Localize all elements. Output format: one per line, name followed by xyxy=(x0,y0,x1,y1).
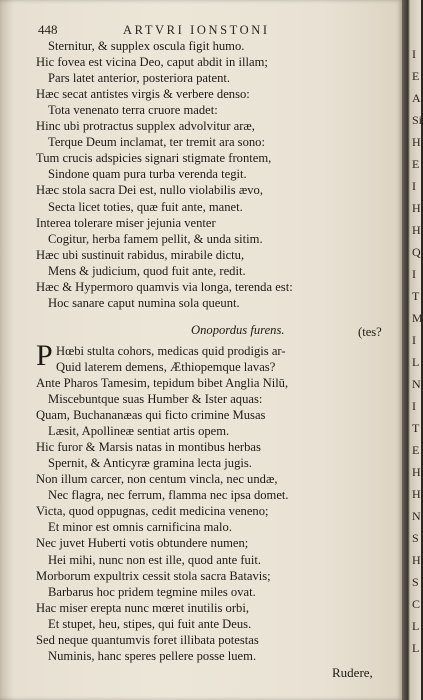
verse-line: Cogitur, herba famem pellit, & unda sitim. xyxy=(48,231,263,246)
facing-page-letter: L xyxy=(412,641,420,655)
verse-line: Secta licet toties, quæ fuit ante, manet. xyxy=(48,199,243,214)
verse-line: Hac miser erepta nunc mœret inutilis orbi, xyxy=(36,600,249,615)
facing-page-letter: H xyxy=(412,223,421,237)
facing-page-letter: C xyxy=(412,597,421,611)
facing-page-letter: I xyxy=(412,333,416,347)
section-title: Onopordus furens. xyxy=(191,322,285,337)
verse-line: Hæc & Hypermoro quamvis via longa, terenda est: xyxy=(36,279,293,294)
verse-line: Ante Pharos Tamesim, tepidum bibet Anglia Nilū, xyxy=(36,375,289,390)
facing-page-letter: T xyxy=(412,289,420,303)
verse-line: Et stupet, heu, stipes, qui fuit ante Deus. xyxy=(48,616,252,631)
facing-page-letter: N xyxy=(412,509,421,523)
verse-line: Hinc ubi protractus supplex advolvitur aræ, xyxy=(36,119,255,134)
facing-page-letter: E xyxy=(412,69,420,83)
catchword: Rudere, xyxy=(332,664,373,680)
facing-page-letter: M xyxy=(412,311,423,325)
verse-line: Numinis, hanc speres pellere posse luem. xyxy=(48,648,257,663)
verse-line: Sternitur, & supplex oscula figit humo. xyxy=(48,39,245,53)
facing-page-letter: E xyxy=(412,157,420,171)
verse-line: Hei mihi, nunc non est ille, quod ante fuit. xyxy=(48,552,262,567)
verse-line: Hic fovea est vicina Deo, caput abdit in illam; xyxy=(36,55,268,70)
facing-page-letter: E xyxy=(412,443,420,457)
facing-page-letter: H xyxy=(412,201,421,215)
facing-page-letter: I xyxy=(412,47,416,61)
verse-line: Miscebuntque suas Humber & Ister aquas: xyxy=(48,392,263,406)
verse-line: Terque Deum inclamat, ter tremit ara sono: xyxy=(48,135,265,150)
facing-page-letter: N xyxy=(412,377,421,391)
verse-line: Quid laterem demens, Æthiopemque lavas? xyxy=(56,359,276,374)
facing-page-letter: I xyxy=(412,267,416,281)
verse-line: Barbarus hoc pridem tegmine miles ovat. xyxy=(48,584,256,599)
verse-line: Tota venenato terra cruore madet: xyxy=(48,103,218,118)
page-number: 448 xyxy=(38,22,58,37)
facing-page-letter: H xyxy=(412,487,421,501)
facing-page-letter: H xyxy=(412,465,421,479)
verse-line: Non illum carcer, non centum vincla, nec undæ, xyxy=(36,472,278,487)
facing-page-letter: I xyxy=(412,179,416,193)
facing-page-letter: H xyxy=(412,553,421,567)
verse-line: Sindone quam pura turba verenda tegit. xyxy=(48,167,247,182)
drop-cap: P xyxy=(36,338,53,372)
verse-line: Pars latet anterior, posteriora patent. xyxy=(48,71,231,86)
verse-line: Hoc sanare caput numina sola queunt. xyxy=(48,295,240,310)
verse-line: Hæc secat antistes virgis & verbere denso: xyxy=(36,87,250,102)
verse-line: Et minor est omnis carnificina malo. xyxy=(48,520,232,535)
verse-line: Læsit, Apollineæ sentiat artis opem. xyxy=(48,424,230,439)
facing-page-letter: I xyxy=(412,399,416,413)
verse-line: Tum crucis adspicies signari stigmate frontem, xyxy=(36,151,272,166)
verse-line: Interea tolerare miser jejunia venter xyxy=(36,215,216,230)
verse-line: Quam, Buchananæas qui ficto crimine Musas xyxy=(36,408,266,423)
facing-page-letter: H xyxy=(412,135,421,149)
verse-line: Nec juvet Huberti votis obtundere numen; xyxy=(36,536,249,551)
facing-page-letter: S xyxy=(412,575,419,589)
verse-line: Nec flagra, nec ferrum, flamma nec ipsa domet. xyxy=(48,488,289,503)
verse-line: Sed neque quantumvis foret illibata potestas xyxy=(36,632,259,647)
verse-line: Spernit, & Anticyræ gramina lecta jugis. xyxy=(48,456,252,471)
facing-page-letter: Q xyxy=(412,245,421,259)
verse-line: Hæc ubi sustinuit rabidus, mirabile dictu, xyxy=(36,247,245,262)
facing-page-letter: A xyxy=(412,91,421,105)
facing-page-edge xyxy=(402,0,421,700)
facing-page-letter: L xyxy=(412,355,420,369)
verse-line: Hæc stola sacra Dei est, nullo violabilis ævo, xyxy=(36,183,264,198)
verse-line: Mens & judicium, quod fuit ante, redit. xyxy=(48,263,246,278)
verse-line: Morborum expultrix cessit stola sacra Batavis; xyxy=(36,568,271,583)
facing-page-letter: Si xyxy=(412,113,423,127)
turnover-text: (tes? xyxy=(358,324,382,339)
facing-page-letter: L xyxy=(412,619,420,633)
verse-line: Victa, quod oppugnas, cedit medicina veneno; xyxy=(36,504,269,519)
verse-line: Hic furor & Marsis natas in montibus herbas xyxy=(36,440,261,455)
facing-page-letter: S xyxy=(412,531,419,545)
running-title: ARTVRI IONSTONI xyxy=(123,23,270,37)
verse-line: Hœbi stulta cohors, medicas quid prodigis ar- xyxy=(56,343,286,358)
facing-page-letter: T xyxy=(412,421,420,435)
